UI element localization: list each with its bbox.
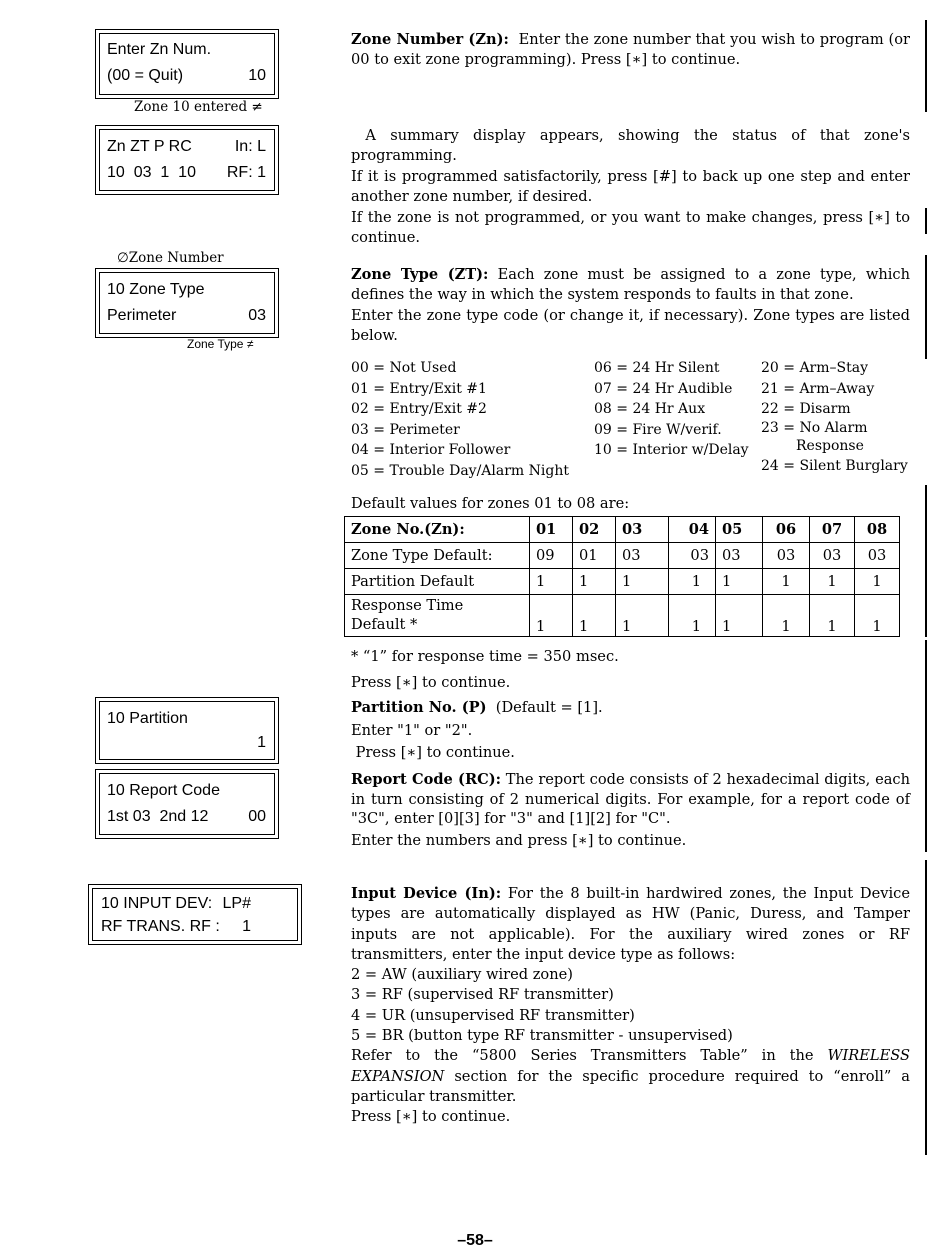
lcd-text: (00 = Quit) [107,67,184,84]
table-cell: 03 [616,517,669,543]
cell-line: Default * [351,616,418,633]
list-item: 02 = Entry/Exit #2 [351,401,487,417]
section-heading: Partition No. (P) [351,699,487,716]
section-text: If the zone is not programmed, or you want to make changes, press [∗] to continue. [351,209,910,246]
table-cell: 1 [855,569,900,595]
lcd-value: 10 [248,67,266,84]
table-row [345,595,900,637]
section-text: (Default = [1]. [495,699,603,716]
zone-type-list-col3 [761,358,908,476]
caption-zone-type: Zone Type ≠ [187,337,254,351]
table-cell: 1 [669,595,716,637]
section-text: Enter the zone type code (or change it, if necessary). Zone types are listed below. [351,307,910,344]
lcd-value: 1 [242,918,251,935]
table-cell: 09 [530,543,573,569]
table-cell: 1 [716,569,763,595]
table-cell: 06 [763,517,810,543]
summary-section [351,126,910,247]
lcd-value: 00 [248,808,266,825]
lcd-text: 10 Partition [107,710,188,727]
defaults-intro: Default values for zones 01 to 08 are: [351,495,630,512]
table-cell: 02 [573,517,616,543]
change-bar [925,208,927,234]
lcd-report-code [95,769,279,839]
zone-type-list-col2 [594,358,749,461]
list-item: 10 = Interior w/Delay [594,442,749,458]
list-item: 04 = Interior Follower [351,442,511,458]
list-item: 21 = Arm–Away [761,380,875,397]
zone-type-list-col1 [351,358,569,481]
list-item: 06 = 24 Hr Silent [594,360,720,376]
section-text: Each zone must be assigned to a zone type, which defines the way in which the system responds to faults in that zone. [351,266,910,303]
table-cell: 1 [530,595,573,637]
lcd-text: RF: 1 [226,164,266,181]
section-text: The report code consists of 2 hexadecimal digits, each in turn consisting of 2 numerical digits. For example, for a report code of "3C", enter [0][3] for "3" and [1][2] for "C". [351,771,910,827]
lcd-text: 10 INPUT DEV: [101,895,213,912]
section-text: Enter the numbers and press [∗] to continue. [351,831,687,849]
table-cell: 1 [810,569,855,595]
list-item: 09 = Fire W/verif. [594,421,722,438]
report-code-section [351,770,910,850]
list-item: 01 = Entry/Exit #1 [351,380,487,397]
table-cell: 1 [716,595,763,637]
change-bar [925,255,927,359]
lcd-text: LP# [222,895,251,912]
lcd-text: 10 Zone Type [107,281,205,298]
table-row [345,543,900,569]
table-cell: 03 [716,543,763,569]
table-cell: 03 [669,543,716,569]
list-item: 3 = RF (supervised RF transmitter) [351,986,614,1004]
defaults-table [344,516,900,637]
table-cell: 08 [855,517,900,543]
table-cell: 1 [573,569,616,595]
list-item: 4 = UR (unsupervised RF transmitter) [351,1006,635,1024]
section-emphasis: WIRELESS EXPANSION [351,1047,910,1085]
continue-text: Press [∗] to continue. [351,673,511,691]
section-heading: Report Code (RC): [351,771,501,788]
section-text: section for the specific procedure required to “enroll” a particular transmitter. [351,1067,911,1105]
list-item: 22 = Disarm [761,401,851,417]
section-text: Refer to the “5800 Series Transmitters Table” in the [351,1047,814,1065]
lcd-text: Enter Zn Num. [107,41,212,58]
section-text: For the 8 built-in hardwired zones, the Input Device types are automatically displayed as HW (Panic, Duress, and Tamper inputs are not applicable). For the auxiliary wired zones or RF transmitters, enter the input device type as follows: [351,885,910,963]
table-cell: 1 [616,595,669,637]
list-item: 05 = Trouble Day/Alarm Night [351,462,569,479]
list-item: 2 = AW (auxiliary wired zone) [351,966,573,984]
change-bar [925,20,927,112]
table-cell: 03 [763,543,810,569]
table-cell: 1 [616,569,669,595]
list-item: 00 = Not Used [351,360,457,376]
table-cell: 1 [855,595,900,637]
lcd-input-device [88,884,302,945]
caption-zone-entered: Zone 10 entered ≠ [134,99,263,115]
table-cell: 1 [669,569,716,595]
change-bar [925,485,927,637]
table-cell: 04 [669,517,716,543]
table-cell: 01 [530,517,573,543]
input-device-section [351,884,910,1128]
cell-line: Response Time [351,597,464,614]
lcd-text: 10 03 1 10 [107,164,196,181]
footnote: * “1” for response time = 350 msec. [351,648,619,665]
section-text: Enter the zone number that you wish to program (or 00 to exit zone programming). Press [∗] to continue. [351,31,911,68]
table-cell: Partition Default [345,569,530,595]
section-text: Press [∗] to continue. [355,744,515,761]
table-cell: 01 [573,543,616,569]
table-cell: 1 [573,595,616,637]
continue-text: Press [∗] to continue. [351,1108,511,1126]
list-item: 08 = 24 Hr Aux [594,401,706,417]
caption-zone-number: ∅Zone Number [117,250,224,266]
list-item: 07 = 24 Hr Audible [594,380,733,397]
section-text: Enter "1" or "2". [351,721,473,739]
lcd-text: 10 Report Code [107,782,220,799]
lcd-partition [95,697,279,764]
lcd-text: In: L [234,138,266,155]
partition-section [351,697,910,765]
section-heading: Input Device (In): [351,885,502,902]
section-heading: Zone Number (Zn): [351,31,509,48]
table-cell: 03 [616,543,669,569]
lcd-zone-summary [95,125,279,195]
table-cell [345,595,530,637]
lcd-value: 1 [257,734,266,751]
table-cell: 1 [763,569,810,595]
table-cell: Zone Type Default: [345,543,530,569]
table-cell: 05 [716,517,763,543]
table-cell: 1 [530,569,573,595]
lcd-text: 1st 03 2nd 12 [107,808,209,825]
table-cell: 1 [810,595,855,637]
list-item: 5 = BR (button type RF transmitter - unsupervised) [351,1027,733,1045]
lcd-text: Zn ZT P RC [107,138,192,155]
section-heading: Zone Type (ZT): [351,266,489,283]
lcd-text: Perimeter [107,307,177,324]
change-bar [925,860,927,1155]
lcd-value: 03 [248,307,266,324]
zone-number-section [351,30,910,69]
list-item: 20 = Arm–Stay [761,360,868,376]
table-row [345,517,900,543]
table-cell: 07 [810,517,855,543]
list-item: 03 = Perimeter [351,421,460,438]
page-number: –58– [457,1232,493,1249]
section-text: If it is programmed satisfactorily, press [#] to back up one step and enter another zone number, if desired. [351,168,910,205]
table-cell: Zone No.(Zn): [345,517,530,543]
table-row [345,569,900,595]
section-text: A summary display appears, showing the status of that zone's programming. [351,127,910,164]
lcd-text: RF TRANS. RF : [101,918,220,935]
table-cell: 03 [810,543,855,569]
lcd-zone-type [95,268,279,338]
zone-type-section [351,265,910,345]
change-bar [925,640,927,852]
table-cell: 1 [763,595,810,637]
list-item: Response [796,437,864,454]
list-item: 23 = No Alarm [761,419,868,436]
defaults-footnote [351,647,910,692]
list-item: 24 = Silent Burglary [761,457,908,474]
table-cell: 03 [855,543,900,569]
lcd-enter-zone-number [95,29,279,99]
